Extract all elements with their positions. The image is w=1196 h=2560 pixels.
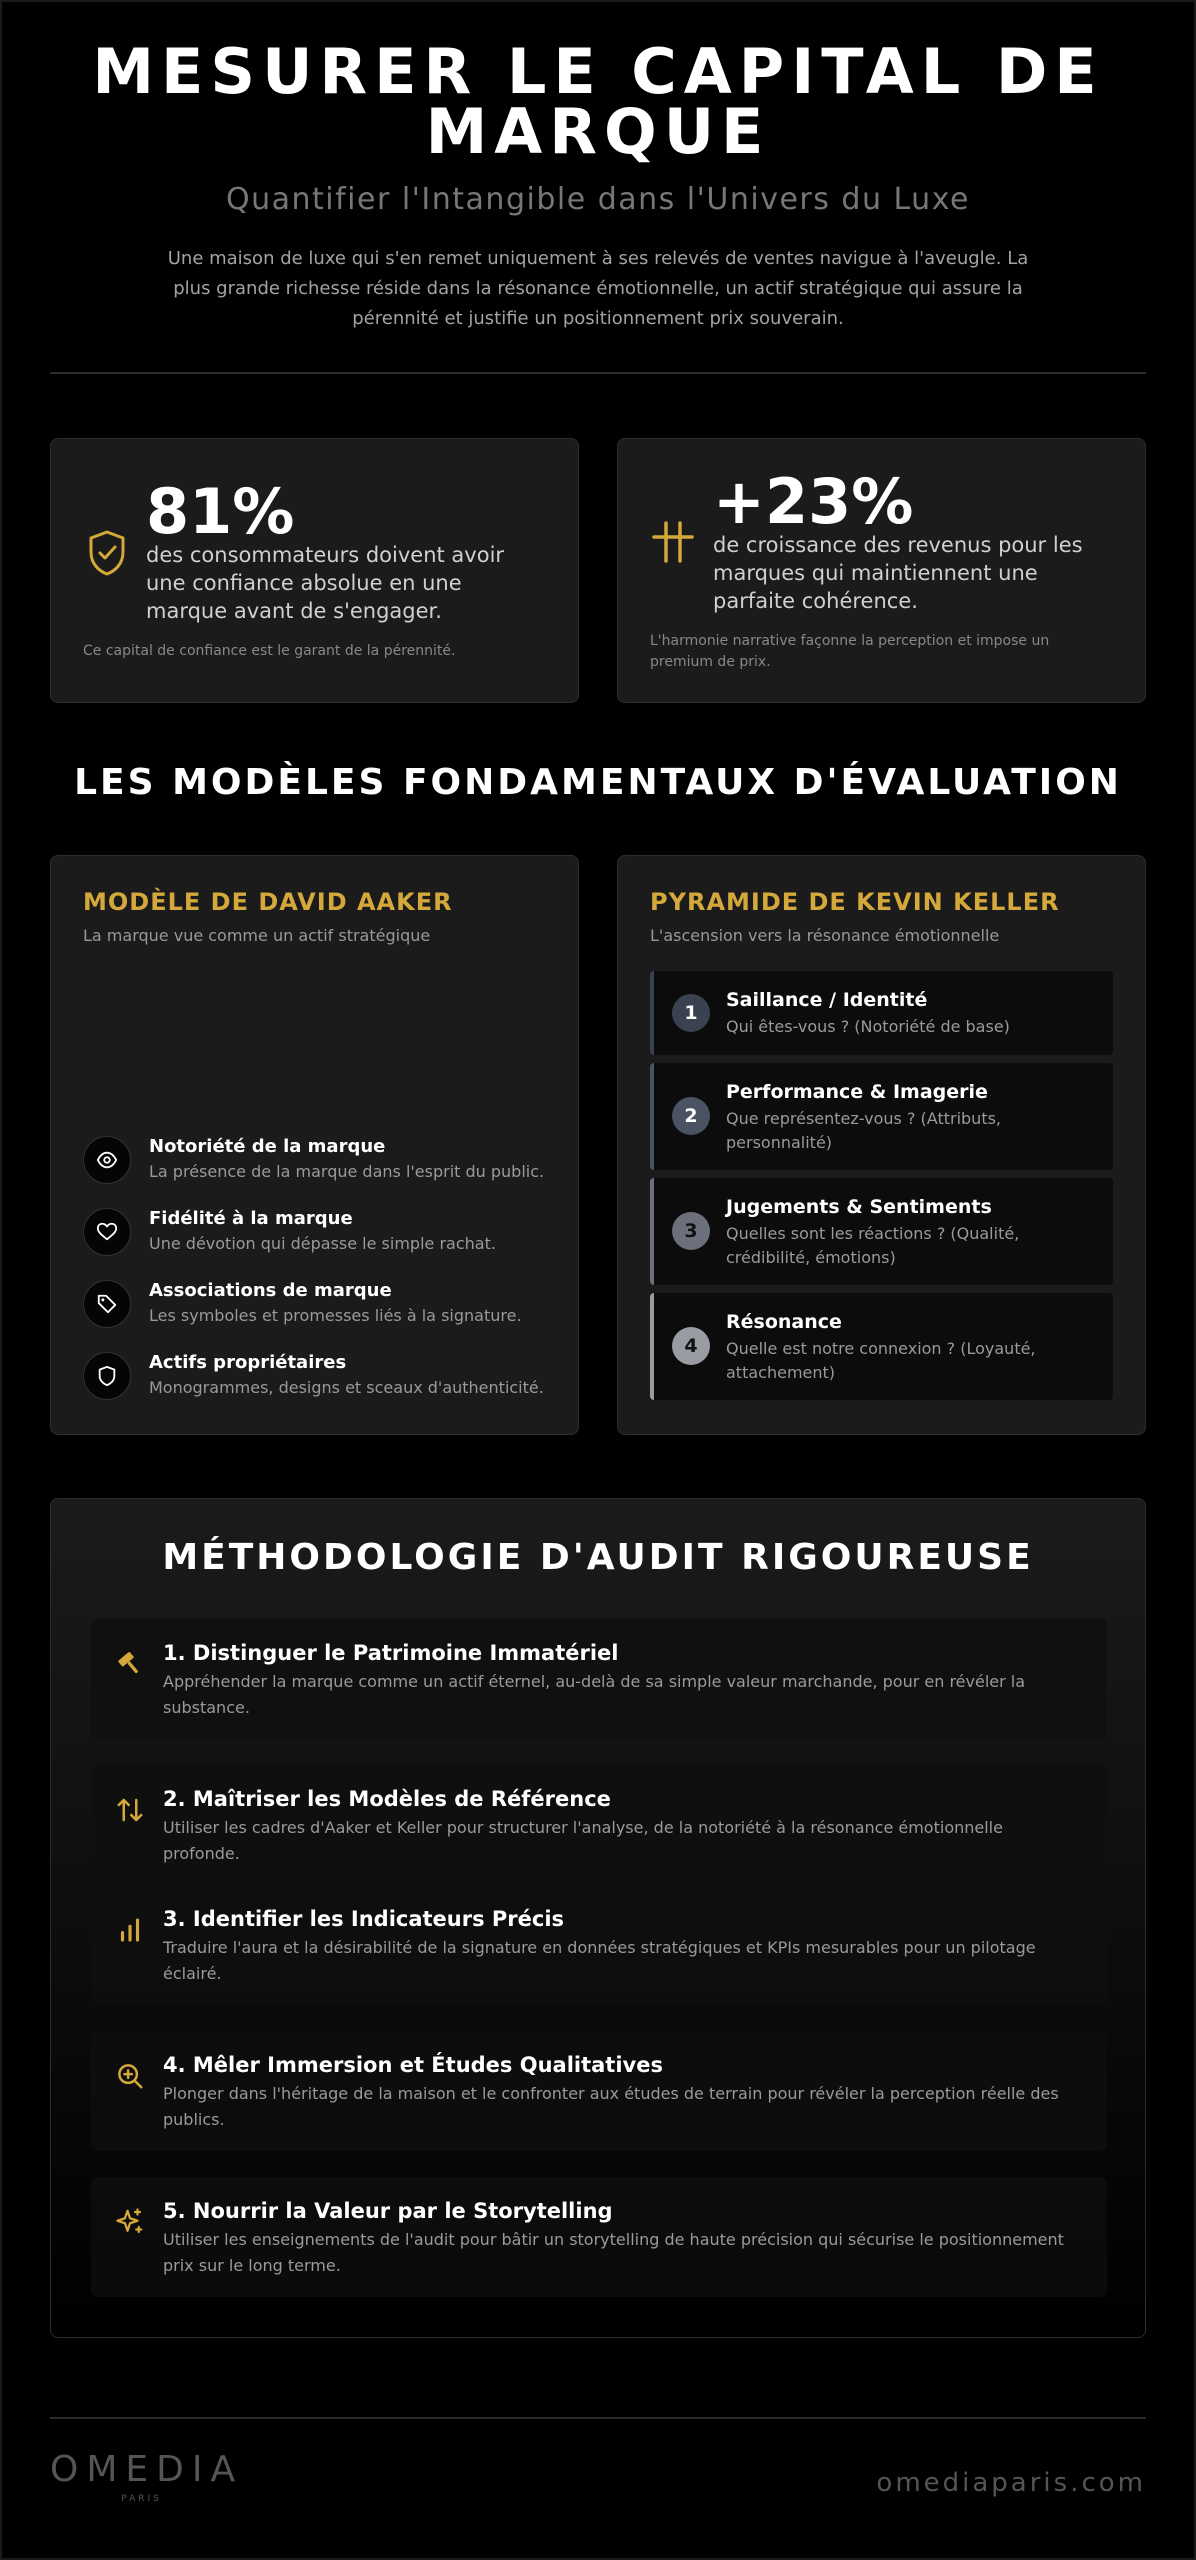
- keller-level-number: 3: [672, 1212, 710, 1250]
- step-desc: Traduire l'aura et la désirabilité de la signature en données stratégiques et KPIs mesurables pour un pilotage éclairé.: [163, 1938, 1036, 1983]
- aaker-subtitle: La marque vue comme un actif stratégique: [83, 926, 431, 945]
- method-step-5: [91, 2177, 1107, 2297]
- keller-card: [617, 855, 1146, 1435]
- models-section-title: LES MODÈLES FONDAMENTAUX D'ÉVALUATION: [74, 762, 1122, 803]
- keller-level-1: [650, 971, 1113, 1055]
- heart-icon: [83, 1208, 131, 1256]
- keller-title: PYRAMIDE DE KEVIN KELLER: [650, 888, 1060, 916]
- intro-paragraph: Une maison de luxe qui s'en remet uniquement à ses relevés de ventes navigue à l'aveugle. La plus grande richesse réside dans la résonance émotionnelle, un actif stratégique qui assure la pérennité et justifie un positionnement prix souverain.: [167, 248, 1029, 329]
- bar-chart-icon: [113, 1913, 147, 1947]
- aaker-item-title: Actifs propriétaires: [149, 1352, 347, 1373]
- shield-check-icon: [87, 529, 127, 581]
- keller-level-number: 4: [672, 1327, 710, 1365]
- page-subtitle: Quantifier l'Intangible dans l'Univers du Luxe: [226, 182, 970, 217]
- arrows-up-down-icon: [113, 1793, 147, 1827]
- keller-level-number: 2: [672, 1097, 710, 1135]
- method-step-4: [91, 2031, 1107, 2151]
- aaker-item-desc: Une dévotion qui dépasse le simple rachat.: [149, 1234, 496, 1253]
- keller-level-title: Performance & Imagerie: [726, 1081, 988, 1103]
- omedia-logo[interactable]: [50, 2449, 244, 2504]
- keller-level-title: Jugements & Sentiments: [726, 1196, 992, 1218]
- logo-city: PARIS: [121, 2494, 162, 2504]
- step-title: 1. Distinguer le Patrimoine Immatériel: [163, 1641, 619, 1665]
- keller-level-title: Saillance / Identité: [726, 989, 928, 1011]
- header-divider: [50, 372, 1146, 374]
- keller-level-4: [650, 1293, 1113, 1400]
- footer-divider: [50, 2417, 1146, 2419]
- aaker-card: [50, 855, 579, 1435]
- step-title: 2. Maîtriser les Modèles de Référence: [163, 1787, 611, 1811]
- zoom-in-icon: [113, 2059, 147, 2093]
- step-title: 5. Nourrir la Valeur par le Storytelling: [163, 2199, 613, 2223]
- method-step-1: [91, 1619, 1107, 1739]
- method-step-3: [91, 1885, 1107, 2005]
- keller-level-desc: Quelle est notre connexion ? (Loyauté, attachement): [726, 1339, 1036, 1382]
- shield-icon: [83, 1352, 131, 1400]
- stat-card-trust: [50, 438, 579, 703]
- stat-text: des consommateurs doivent avoir une confiance absolue en une marque avant de s'engager.: [146, 543, 505, 623]
- logo-wordmark: OMEDIA: [50, 2449, 244, 2490]
- sparkles-icon: [113, 2205, 147, 2239]
- hashtag-icon: [650, 519, 696, 569]
- step-desc: Utiliser les enseignements de l'audit pour bâtir un storytelling de haute précision qui sécurise le positionnement prix sur le long terme.: [163, 2230, 1064, 2275]
- aaker-item-title: Associations de marque: [149, 1280, 392, 1301]
- keller-level-desc: Que représentez-vous ? (Attributs, personnalité): [726, 1109, 1002, 1152]
- stat-value: +23%: [713, 465, 914, 538]
- step-title: 3. Identifier les Indicateurs Précis: [163, 1907, 565, 1931]
- stat-text: de croissance des revenus pour les marques qui maintiennent une parfaite cohérence.: [713, 533, 1083, 613]
- methodology-card: [50, 1498, 1146, 2338]
- tag-icon: [83, 1280, 131, 1328]
- keller-level-2: [650, 1063, 1113, 1170]
- stat-card-growth: [617, 438, 1146, 703]
- methodology-title: MÉTHODOLOGIE D'AUDIT RIGOUREUSE: [162, 1537, 1034, 1578]
- keller-level-desc: Quelles sont les réactions ? (Qualité, crédibilité, émotions): [726, 1224, 1020, 1267]
- keller-level-3: [650, 1178, 1113, 1285]
- step-desc: Appréhender la marque comme un actif éternel, au-delà de sa simple valeur marchande, pour en révéler la substance.: [163, 1672, 1026, 1717]
- aaker-item-title: Notoriété de la marque: [149, 1136, 386, 1157]
- aaker-item-title: Fidélité à la marque: [149, 1208, 353, 1229]
- aaker-item-desc: La présence de la marque dans l'esprit du public.: [149, 1162, 545, 1181]
- method-step-2: [91, 1765, 1107, 1861]
- aaker-title: MODÈLE DE DAVID AAKER: [83, 888, 453, 916]
- keller-level-desc: Qui êtes-vous ? (Notoriété de base): [726, 1017, 1010, 1036]
- page-title: MESURER LE CAPITAL DE MARQUE: [92, 35, 1104, 168]
- stat-note: Ce capital de confiance est le garant de la pérennité.: [83, 643, 456, 659]
- website-link[interactable]: omediaparis.com: [876, 2468, 1146, 2498]
- step-desc: Plonger dans l'héritage de la maison et le confronter aux études de terrain pour révéler la perception réelle des publics.: [163, 2084, 1059, 2129]
- stat-note: L'harmonie narrative façonne la perception et impose un premium de prix.: [650, 633, 1050, 670]
- aaker-item-desc: Les symboles et promesses liés à la signature.: [149, 1306, 522, 1325]
- keller-level-number: 1: [672, 994, 710, 1032]
- eye-icon: [83, 1136, 131, 1184]
- stat-value: 81%: [146, 475, 295, 548]
- step-desc: Utiliser les cadres d'Aaker et Keller pour structurer l'analyse, de la notoriété à la résonance émotionnelle profonde.: [163, 1818, 1003, 1863]
- aaker-item-desc: Monogrammes, designs et sceaux d'authenticité.: [149, 1378, 544, 1397]
- gavel-icon: [113, 1647, 147, 1681]
- keller-subtitle: L'ascension vers la résonance émotionnelle: [650, 926, 1000, 945]
- keller-level-title: Résonance: [726, 1311, 842, 1333]
- step-title: 4. Mêler Immersion et Études Qualitatives: [163, 2053, 663, 2077]
